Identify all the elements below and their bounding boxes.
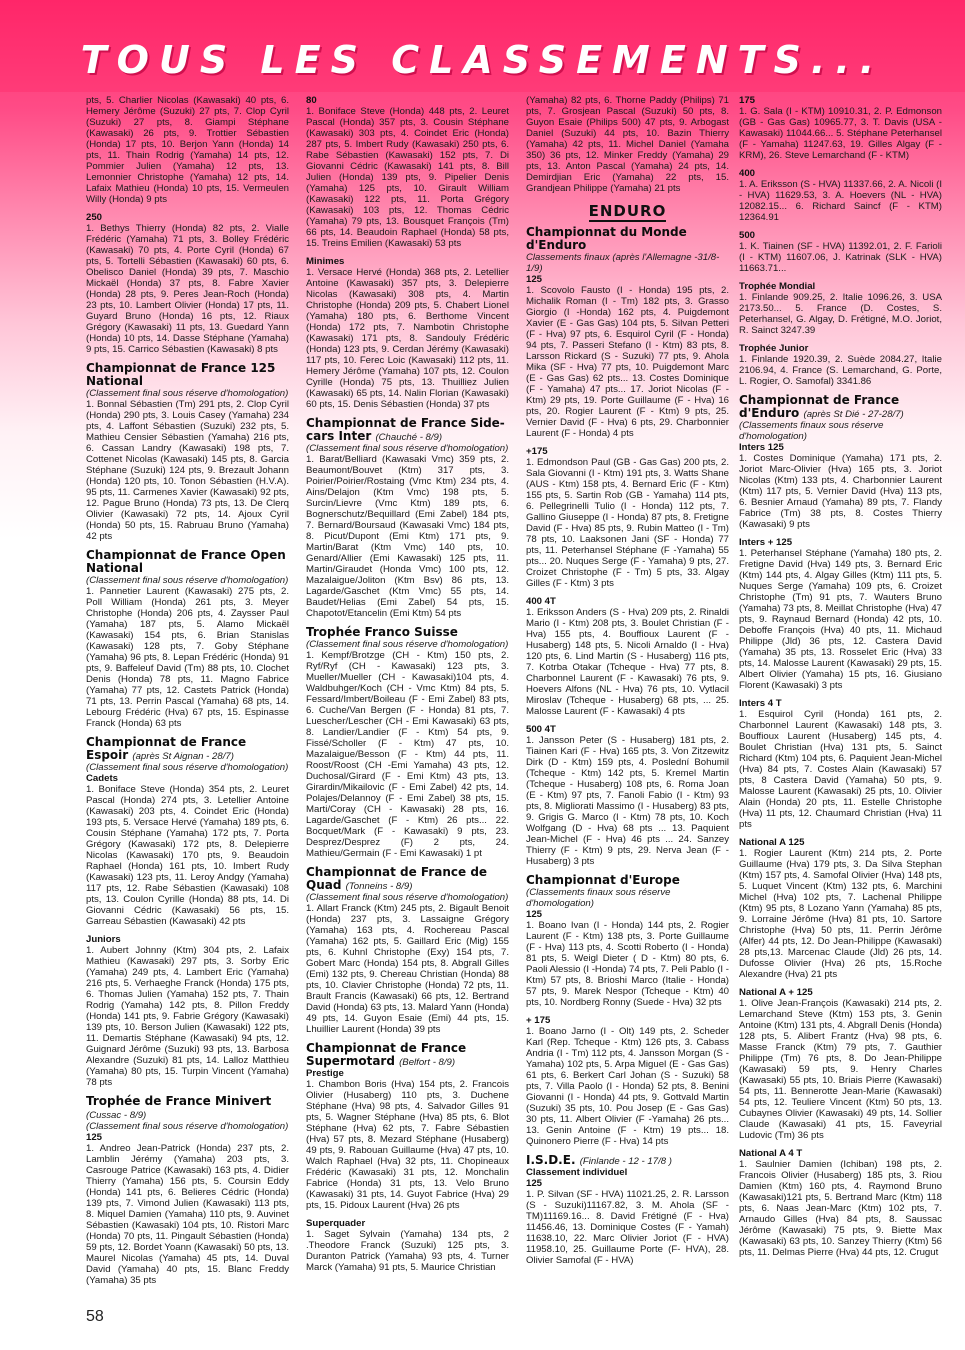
- category-label: Superquader: [306, 1218, 366, 1229]
- results-text: 1. Versace Hervé (Honda) 368 pts, 2. Letellier Antoine (Kawasaki) 357 pts, 3. Delepierre Nicolas (Kawasaki) 308 pts, 4. Martin Christophe (Honda) 209 pts, 5. Chabert Lionel (Yamaha) 180 pts, 6. Berthome Vincent (Honda) 172 pts, 7. Nambotin Christophe (Kawasaki) 171 pts, 8. Sandouly Frédéric (Honda) 123 pts, 9. Cerdan Jérémy (Kawasaki) 117 pts, 10. Ferec Loic (Kawasaki) 112 pts, 11. Hemery Jérôme (Yamaha) 107 pts, 12. Coulon Cyrille (Honda) 75 pts, 13. Thuilliez Julien (Kawasaki) 65 pts, 14. Nalin Florian (Kawasaki) 60 pts, 15. Denis Sébastien (Honda) 37 pts: [306, 267, 509, 410]
- column-1: [86, 95, 289, 1300]
- results-text: 1. Rogier Laurent (Ktm) 214 pts, 2. Porte Guillaume (Hva) 179 pts, 3. Da Silva Stephan (Ktm) 157 pts, 4. Samofal Olivier (Hva) 148 pts, 5. Luquet Vincent (Ktm) 132 pts, 6. Marchini Michel (Hva) 102 pts, 7. Lachenal Philippe (Ktm) 95 pts, 8 Lozano Yann (Yamaha) 85 pts, 9. Lorraine Jérôme (Hva) 81 pts, 10. Sartore Christophe (Hva) 50 pts, 11. Perrin Jérôme (Alfer) 44 pts, 12. Do Jean-Philippe (Kawasaki) 28 pts,13. Marcenac Claude (Jld) 26 pts, 14. Dufosse Olivier (Hva) 26 pts, 15.Roche Alexandre (Hva) 21 pts: [739, 848, 942, 980]
- category-label: Trophée Junior: [739, 343, 809, 354]
- results-text: 1. Allart Franck (Ktm) 245 pts, 2. Bigault Benoit (Honda) 237 pts, 3. Lassaigne Grégory (Yamaha) 163 pts, 4. Rochereau Pascal (Yamaha) 162 pts, 5. Gaillard Eric (Mig) 155 pts, 6. Kuhnl Christophe (Exy) 154 pts, 7. Gobert Marc (Honda) 154 pts, 8. Abgrall Gilles (Emi) 132 pts, 9. Chereau Christian (Honda) 88 pts, 10. Clavier Christophe (Honda) 72 pts, 11. Brault Francis (Kawasaki) 66 pts, 12. Bertrand David (Honda) 63 pts, 13. Malard Yann (Honda) 49 pts, 14. Guyon Esaie (Emi) 44 pts, 15. Lhuillier Laurent (Honda) 39 pts: [306, 903, 509, 1035]
- category-label: National A 4 T: [739, 1148, 803, 1159]
- results-text: 1. Costes Dominique (Yamaha) 171 pts, 2. Joriot Marc-Olivier (Hva) 165 pts, 3. Joriot Nicolas (Ktm) 133 pts, 4. Charbonnier Laurent (Ktm) 117 pts, 5. Vernier David (Hva) 113 pts, 6. Besnier Arnaud (Yamaha) 89 pts, 7. Flandy Fabrice (Tm) 38 pts, 8. Costes Thierry (Kawasaki) 9 pts: [739, 453, 942, 530]
- results-text: (Yamaha) 82 pts, 6. Thorne Paddy (Philips) 71 pts, 7. Grosjean Pascal (Suzuki) 50 pts, 8. Guyon Esaie (Philips 500) 47 pts, 9. Arbogast Daniel (Suzuki) 44 pts, 10. Bazin Thierry (Yamaha) 42 pts, 11. Michel Daniel (Yamaha 350) 36 pts, 12. Minker Freddy (Yamaha) 29 pts, 13. Anton Pascal (Yamaha) 24 pts, 14. Demirdjian Eric (Yamaha) 22 pts, 15. Grandjean Philippe (Yamaha) 21 pts: [526, 95, 729, 194]
- page-number: 58: [86, 1308, 104, 1325]
- results-text: 1. Saget Sylvain (Yamaha) 134 pts, 2 .Theodore Franck (Suzuki) 125 pts, 3. Duranton Patrick (Yamaha) 93 pts, 4. Turner Marck (Yamaha) 91 pts, 5. Maurice Christian: [306, 1229, 509, 1273]
- column-2: [306, 95, 509, 1300]
- section-location: (Cussac - 8/9): [86, 1110, 147, 1121]
- section-heading: Championnat de France de Quad (Tonneins - 8/9): [306, 865, 488, 892]
- results-text: 1. Barat/Belliard (Kawasaki Vmc) 359 pts, 2. Beaumont/Bouvet (Ktm) 317 pts, 3. Poirier/Poirier/Rostaing (Vmc Ktm) 234 pts, 4. Ains/Delajon (Ktm Vmc) 198 pts, 5. Surcin/Lievre (Vmc Ktm) 189 pts, 6. Bognerschutz/Bequillard (Emi Zabel) 184 pts, 7. Bernard/Boursaud (Kawasaki Vmc) 184 pts, 8. Picut/Dupont (Emi Ktm) 171 pts, 9. Martin/Barat (Ktm Vmc) 140 pts, 10. Genard/Allier (Emi Kawasaki) 125 pts, 11. Martin/Giraudet (Honda Vmc) 100 pts, 12. Mazalaigue/Joliton (Ktm Bsv) 86 pts, 13. Lagarde/Gaschet (Ktm Vmc) 55 pts, 14. Baudet/Helias (Emi Zabel) 54 pts, 15. Chapotot/Etancelin (Emi Ktm) 54 pts: [306, 454, 509, 619]
- section-subtitle: (Classement final sous réserve d'homologation): [306, 443, 509, 454]
- section-heading: Championnat de France Side-cars Inter (Chauché - 8/9): [306, 416, 505, 443]
- column-4: [739, 95, 942, 1300]
- section-subtitle: (Classement final sous réserve d'homologation): [306, 639, 509, 650]
- enduro-section-title: ENDURO: [588, 202, 667, 220]
- section-heading: Championnat de France Espoir (après St Aignan - 28/7): [86, 735, 247, 762]
- section-location: (après St Dié - 27-28/7): [803, 409, 904, 420]
- section-heading: Championnat du Monde d'Enduro: [526, 225, 687, 252]
- results-text: 1. P. Silvan (SF - HVA) 11021.25, 2. R. Larsson (S - Suzuki)11167.82, 3. M. Ahola (SF - TM)11169.16... 8. David Frétigné (F - Hva) 11456.46, 13. Dominique Costes (F - Yamah) 11638.10, 22. Marc Olivier Joriot (F - HVA) 11958.10, 25. Guillaume Porte (F- HVA), 28. Olivier Samofal (F - HVA): [526, 1189, 729, 1266]
- category-label: 400: [739, 168, 756, 179]
- category-label: 250: [86, 212, 103, 223]
- category-label: + 175: [526, 1015, 551, 1026]
- section-subtitle: (Classements finaux sous réserve d'homologation): [526, 887, 671, 909]
- section-subtitle: (Classement final sous réserve d'homologation): [86, 388, 289, 399]
- section-heading: Trophée de France Minivert (Cussac - 8/9): [86, 1094, 272, 1121]
- section-heading: Trophée Franco Suisse: [306, 625, 458, 639]
- results-text: 1. Bonnal Sébastien (Tm) 291 pts, 2. Clop Cyril (Honda) 290 pts, 3. Louis Casey (Yamaha) 234 pts, 4. Laffont Sébastien (Suzuki) 232 pts, 5. Mathieu Censier Sébastien (Yamaha) 216 pts, 6. Cassan Landry (Kawasaki) 198 pts, 7. Cottenet Nicolas (Kawasaki) 145 pts, 8. Garcia Stéphane (Suzuki) 124 pts, 9. Brezault Johann (Honda) 120 pts, 10. Tonon Sébastien (H.V.A). 95 pts, 11. Carmenes Xavier (Kawasaki) 92 pts, 12. Pague Bruno (Honda) 73 pts, 13. De Clerq Olivier (Kawasaki) 72 pts, 14. Ajoux Cyril (Honda) 50 pts, 15. Rabruau Bruno (Yamaha) 42 pts: [86, 399, 289, 542]
- section-heading: Championnat de France Open National: [86, 548, 286, 575]
- results-text: 1. Chambon Boris (Hva) 154 pts, 2. Francois Olivier (Husaberg) 110 pts, 3. Duchene Stéphane (Hva) 98 pts, 4. Salvador Gilles 91 pts, 5. Wagner Stéphane (Hva) 85 pts, 6. Blot Stéphane (Hva) 62 pts, 7. Fabre Sébastien (Hva) 57 pts, 8. Mezard Stéphane (Husaberg) 49 pts, 9. Rabouan Guillaume (Hva) 47 pts, 10. Walch Raphael (Hva) 32 pts, 11. Chopineaux Frédéric (Kawasaki) 31 pts, 12. Monchalin Fabrice (Honda) 31 pts, 13. Velo Bruno (Kawasaki) 31 pts, 14. Guyot Fabrice (Hva) 29 pts, 15. Pidoux Laurent (Hva) 26 pts: [306, 1079, 509, 1211]
- category-label: National A + 125: [739, 987, 813, 998]
- results-text: 1. Boano Jarno (I - Olt) 149 pts, 2. Scheder Karl (Rep. Tcheque - Ktm) 126 pts, 3. Cabass Andria (I - Tm) 112 pts, 4. Jansson Morgan (S - Yamaha) 102 pts, 5. Arpa Miguel (E - Gas Gas) 61 pts, 6. Berkert Carl Johan (S - Suzuki) 58 pts, 7. Villa Paolo (I - Honda) 52 pts, 8. Benini Giovanni (I - Honda) 44 pts, 9. Gottvald Martin (Suzuki) 35 pts, 10. Pou Josep (E - Gas Gas) 30 pts, 11. Albert Olivier (F -Yamaha) 26 pts... 13. Genin Antoine (F - Ktm) 19 pts... 18. Quinonero Pierre (F - Hva) 14 pts: [526, 1026, 729, 1147]
- section-location: (Finlande - 12 - 17/8 ): [579, 1156, 672, 1167]
- section-location: (Belfort - 8/9): [399, 1057, 456, 1068]
- results-text: 1. Esquirol Cyril (Honda) 161 pts, 2. Charbonnel Laurent (Kawasaki) 148 pts, 3. Bouffioux Laurent (Husaberg) 145 pts, 4. Boulet Christian (Hva) 131 pts, 5. Sainct Richard (Ktm) 104 pts, 6. Paquient Jean-Michel (Hva) 84 pts, 7. Costes Alain (Kawasaki) 57 pts, 8 Castera David (Yamaha) 50 pts, 9. Malosse Laurent (Kawasaki) 25 pts, 10. Olivier Alain (Honda) 20 pts, 11. Estelle Christophe (Hva) 11 pts, 12. Chaumard Christian (Hva) 11 pts: [739, 709, 942, 830]
- category-label: Juniors: [86, 934, 121, 945]
- category-label: 400 4T: [526, 596, 556, 607]
- section-subtitle: (Classement final sous réserve d'homologation): [86, 762, 289, 773]
- page-title: TOUS LES CLASSEMENTS...: [80, 38, 885, 82]
- category-label: 500 4T: [526, 724, 556, 735]
- results-text: 1. Peterhansel Stéphane (Yamaha) 180 pts, 2. Fretigne David (Hva) 149 pts, 3. Bernard Eric (Ktm) 144 pts, 4. Algay Gilles (Ktm) 111 pts, 5. Nuques Serge (Yamaha) 109 pts, 6. Croizet Christophe (Tm) 91 pts, 7. Wauters Bruno (Yamaha) 73 pts, 8. Meillat Christophe (Hva) 47 pts, 9. Raynaud Bernard (Honda) 42 pts, 10. Deboffe François (Hva) 40 pts, 11. Michaud Philippe (Jld) 36 pts, 12. Castera David (Yamaha) 35 pts, 13. Rosselet Eric (Hva) 33 pts, 14. Malosse Laurent (Kawasaki) 29 pts, 15. Albert Olivier (Yamaha) 15 pts, 16. Giusiano Florent (Kawasaki) 3 pts: [739, 548, 942, 691]
- category-label: 125: [526, 274, 543, 285]
- category-label: Minimes: [306, 256, 345, 267]
- results-text: 1. Finlande 909.25, 2. Italie 1096.26, 3. USA 2173.50... 5. France (D. Costes, S. Peterhansel, G. Algay, D. Frétigné, M.O. Joriot, R. Sainct 3247.39: [739, 292, 942, 336]
- results-text: 1. Saulnier Damien (Ichiban) 198 pts, 2. Francois Olivier (Husaberg) 185 pts, 3. Riou Damien (Ktm) 160 pts, 4. Raymond Bruno (Kawasaki)121 pts, 5. Bertrand Marc (Ktm) 118 pts, 6. Naas Jean-Marc (Ktm) 102 pts, 7. Arnaudo Gilles (Hva) 84 pts, 8. Saussac Jérôme (Kawasaki) 75 pts, 9. Biette Max (Kawasaki) 63 pts, 10. Sanzey Thierry (Ktm) 56 pts, 11. Delmas Pierre (Hva) 44 pts, 12. Crugut: [739, 1159, 942, 1258]
- section-subtitle: (Classements finaux sous réserve d'homologation): [739, 420, 884, 442]
- section-subtitle: Classements finaux (après l'Allemagne -31/8-1/9): [526, 252, 720, 274]
- results-text: 1. Andreo Jean-Patrick (Honda) 237 pts, 2. Lamblin Jérémy (Yamaha) 203 pts, 3. Casrouge Patrice (Kawasaki) 163 pts, 4. Didier Thierry (Yamaha) 156 pts, 5. Coursin Eddy (Honda) 141 pts, 6. Belieres Cédric (Honda) 139 pts, 7. Vimond Julien (Kawasaki) 113 pts, 8. Miquel Damien (Yamaha) 110 pts, 9. Auvinet Sébastien (Kawasaki) 104 pts, 10. Ristori Marc (Honda) 70 pts, 11. Pingault Sébastien (Honda) 59 pts, 12. Bordet Yoann (Kawasaki) 50 pts, 13. Maurel Nicolas (Yamaha) 45 pts, 14. Duval David (Yamaha) 40 pts, 15. Blanc Freddy (Yamaha) 35 pts: [86, 1143, 289, 1286]
- category-label: Cadets: [86, 773, 118, 784]
- category-label: 125: [526, 909, 543, 920]
- section-location: (Tonneins - 8/9): [345, 881, 413, 892]
- results-text: 1. A. Eriksson (S - HVA) 11337.66, 2. A. Nicoli (I - HVA) 11629.53, 3. A. Hoevers (NL - HVA) 12082.15... 6. Richard Saincf (F - KTM) 12364.91: [739, 179, 942, 223]
- results-text: 1. Jansson Peter (S - Husaberg) 181 pts, 2. Tiainen Kari (F - Hva) 165 pts, 3. Von Zitzewitz Dirk (D - Ktm) 159 pts, 4. Poslední Bohumil (Tcheque - Ktm) 142 pts, 5. Kremel Martin (Tcheque - Husaberg) 108 pts, 6. Roma Joan (E - Ktm) 97 pts, 7. Fanoli Fabio (I - Ktm) 93 pts, 8. Migliorati Massimo (I - Husaberg) 83 pts, 9. Grigis G. Marco (I - Ktm) 78 pts, 10. Koch Wolfgang (D - Hva) 68 pts ... 13. Paquient Jean-Michel (F - Hva) 46 pts ... 24. Sanzey Thierry (F - Ktm) 9 pts, 29. Nerva Jean (F - Husaberg) 3 pts: [526, 735, 729, 867]
- category-label: Classement individuel: [526, 1167, 628, 1178]
- results-text: pts, 5. Charlier Nicolas (Kawasaki) 40 pts, 6. Hemery Jérôme (Suzuki) 27 pts, 7. Clop Cyril (Suzuki) 27 pts, 8. Giampi Stéphane (Kawasaki) 26 pts, 9. Trottier Sébastien (Honda) 17 pts, 10. Berjon Yann (Honda) 14 pts, 11. Thain Rodrig (Yamaha) 14 pts, 12. Pommier Julien (Yamaha) 12 pts, 13. Lemonnier Christophe (Yamaha) 12 pts, 14. Lafaix Mathieu (Honda) 10 pts, 15. Vermeulen Willy (Honda) 9 pts: [86, 95, 289, 205]
- category-label: Inters + 125: [739, 537, 793, 548]
- category-label: Inters 4 T: [739, 698, 782, 709]
- results-text: 1. G. Sala (I - KTM) 10910.31, 2. P. Edmonson (GB - Gas Gas) 10965.77, 3. T. Davis (USA - Kawasaki) 11044.66... 5. Stéphane Peterhansel (F - Yamaha) 11247.63, 19. Gilles Algay (F - KRM), 26. Steve Lemarchand (F - KTM): [739, 106, 942, 161]
- results-text: 1. Aubert Johnny (Ktm) 304 pts, 2. Lafaix Mathieu (Kawasaki) 297 pts, 3. Sorby Eric (Yamaha) 249 pts, 4. Lambert Eric (Yamaha) 216 pts, 5. Verhaeghe Franck (Honda) 175 pts, 6. Thomas Julien (Yamaha) 152 pts, 7. Thain Rodrig (Yamaha) 142 pts, 8. Pillon Freddy (Honda) 141 pts, 9. Fabrie Grégory (Kawasaki) 139 pts, 10. Berson Julien (Kawasaki) 122 pts, 11. Demartis Stéphane (Kawasaki) 94 pts, 12. Guignard Jérôme (Suzuki) 93 pts, 13. Barbosa Alexandre (Suzuki) 81 pts, 14. Lalloz Matthieu (Yamaha) 80 pts, 15. Turpin Vincent (Yamaha) 78 pts: [86, 945, 289, 1088]
- category-label: Trophée Mondial: [739, 281, 816, 292]
- section-heading: Championnat de France Supermotard (Belfort - 8/9): [306, 1041, 467, 1068]
- section-location: (après St Aignan - 28/7): [132, 751, 234, 762]
- category-label: 175: [739, 95, 756, 106]
- section-subtitle: (Classement final sous réserve d'homologation): [86, 575, 289, 586]
- category-label: National A 125: [739, 837, 805, 848]
- results-text: 1. Scovolo Fausto (I - Honda) 195 pts, 2. Michalik Roman (I - Tm) 182 pts, 3. Grasso Giorgio (I -Honda) 162 pts, 4. Puigdemont Xavier (E - Gas Gas) 104 pts, 5. Silvan Petteri (F - Hva) 97 pts, 6. Esquirol Cyril (F - Honda) 94 pts, 7. Passeri Stefano (I - Ktm) 83 pts, 8. Larsson Rickard (S - Suzuki) 77 pts, 9. Ahola Mika (SF - Hva) 77 pts, 10. Puigdemont Marc (E - Gas Gas) 62 pts... 13. Costes Dominique (F - Yamaha) 47 pts... 17. Joriot Nicolas (F - Ktm) 29 pts, 19. Porte Guillaume (F - Hva) 16 pts, 20. Rogier Laurent (F - Ktm) 9 pts, 25. Vernier David (F - Hva) 6 pts, 29. Charbonnier Laurent (F - Honda) 4 pts: [526, 285, 729, 439]
- results-text: 1. Kempf/Brotzge (CH - Ktm) 150 pts, 2. Ryf/Ryf (CH - Kawasaki) 123 pts, 3. Mueller/Mueller (CH - Kawasaki)104 pts, 4. Waldbuhger/Koch (CH - Vmc Ktm) 84 pts, 5. Fessard/Imbert/Boileau (F - Emi Zabel) 83 pts, 6. Cuche/Van Bergen (F - Honda) 81 pts, 7. Luescher/Lescher (CH - Emi Kawasaki) 63 pts, 8. Landier/Landier (F - Ktm) 54 pts, 9. Fissé/Scholler (F - Ktm) 47 pts, 10. Mazalaigue/Besson (F - Ktm) 44 pts, 11. Roost/Roost (CH -Emi Yamaha) 43 pts, 12. Duchosal/Girard (F - Emi Ktm) 43 pts, 13. Girardin/Mikailovic (F - Emi Zabel) 42 pts, 14. Polajes/Delannoy (F - Emi Zabel) 38 pts, 15. Marti/Coray (CH - Kawasaki) 28 pts, 16. Lagarde/Gaschet (F - Ktm) 26 pts... 22. Bocquet/Mark (F - Kawasaki) 9 pts, 23. Desprez/Desprez (F) 2 pts, 24. Mathieu/Germain (F - Emi Kawasaki) 1 pt: [306, 650, 509, 859]
- results-text: 1. Edmondson Paul (GB - Gas Gas) 200 pts, 2. Sala Giovanni (I - Ktm) 191 pts, 3. Watts Shane (AUS - Ktm) 158 pts, 4. Bernard Eric (F - Ktm) 155 pts, 5. Sartin Rob (GB - Yamaha) 114 pts, 6. Pellegrinelli Tulio (I - Honda) 112 pts, 7. Gallino Giuseppe (I - Honda) 87 pts, 8. Fretigne David (F - Hva) 85 pts, 9. Rubin Matteo (I - Tm) 78 pts, 10. Laaksonen Jani (SF - Honda) 77 pts, 11. Peterhansel Stéphane (F -Yamaha) 55 pts... 20. Nuques Serge (F - Yamaha) 9 pts, 27. Croizet Christophe (F - Tm) 5 pts, 33. Algay Gilles (F - Ktm) 3 pts: [526, 457, 729, 589]
- section-heading: I.S.D.E. (Finlande - 12 - 17/8 ): [526, 1153, 672, 1167]
- category-label: 80: [306, 95, 317, 106]
- results-text: 1. Eriksson Anders (S - Hva) 209 pts, 2. Rinaldi Mario (I - Ktm) 208 pts, 3. Boulet Christian (F - Hva) 155 pts, 4. Bouffioux Laurent (F - Husaberg) 148 pts, 5. Nicoli Arnaldo (I - Hva) 120 pts, 6. Lind Martin (S - Husaberg) 116 pts, 7. Kotrba Otakar (Tcheque - Hva) 77 pts, 8. Charbonnel Laurent (F - Kawasaki) 76 pts, 9. Hoevers Alfons (NL - Hva) 76 pts, 10. Vytlacil Miroslav (Tcheque - Husaberg) 68 pts, ... 25. Malosse Laurent (F - Kawasaki) 4 pts: [526, 607, 729, 717]
- section-subtitle: (Classement final sous réserve d'homologation): [306, 892, 509, 903]
- section-subtitle: (Classement final sous réserve d'homologation): [86, 1121, 289, 1132]
- results-text: 1. Boniface Steve (Honda) 448 pts, 2. Leuret Pascal (Honda) 357 pts, 3. Cousin Stéphane (Kawasaki) 303 pts, 4. Coindet Eric (Honda) 287 pts, 5. Imbert Rudy (Kawasaki) 250 pts, 6. Rabe Sébastien (Kawasaki) 152 pts, 7. Di Giovanni Cédric (Kawasaki) 141 pts, 8. Bill Julien (Honda) 139 pts, 9. Pipelier Denis (Yamaha) 125 pts, 10. Girault William (Kawasaki) 122 pts, 11. Porta Grégory (Kawasaki) 103 pts, 12. Thomas Cédric (Yamaha) 79 pts, 13. Bousquet François (Tm) 66 pts, 14. Beaudoin Raphael (Honda) 58 pts, 15. Treins Emilien (Kawasaki) 53 pts: [306, 106, 509, 249]
- results-text: 1. Olive Jean-François (Kawasaki) 214 pts, 2. Lemarchand Steve (Ktm) 153 pts, 3. Genin Antoine (Ktm) 131 pts, 4. Abgrall Denis (Honda) 128 pts, 5. Alibert Frantz (Hva) 98 pts, 6. Masse Franck (Ktm) 79 pts, 7. Gauthier Philippe (Tm) 76 pts, 8. Do Jean-Philippe (Kawasaki) 59 pts, 9. Henry Charles (Kawasaki) 55 pts, 10. Briais Pierre (Kawasaki) 54 pts, 11. Bennerotte Jean-Marie (Kawasaki) 54 pts, 12. Teuliere Vincent (Ktm) 50 pts, 13. Cubaynes Olivier (Kawasaki) 49 pts, 14. Sollier Claude (Kawasaki) 41 pts, 15. Faveyrial Ludovic (Tm) 36 pts: [739, 998, 942, 1141]
- category-label: Prestige: [306, 1068, 344, 1079]
- section-heading: Championnat d'Europe: [526, 873, 680, 887]
- column-3: [526, 95, 729, 1300]
- section-location: (Chauché - 8/9): [375, 432, 443, 443]
- category-label: 125: [86, 1132, 103, 1143]
- results-text: 1. Bethys Thierry (Honda) 82 pts, 2. Vialle Frédéric (Yamaha) 71 pts, 3. Bolley Frédéric (Kawasaki) 70 pts, 4. Porte Cyril (Honda) 67 pts, 5. Tortelli Sébastien (Kawasaki) 60 pts, 6. Obelisco Daniel (Honda) 39 pts, 7. Maschio Mickaël (Honda) 37 pts, 8. Fabre Xavier (Honda) 28 pts, 9. Peres Jean-Roch (Honda) 23 pts, 10. Lambert Olivier (Honda) 17 pts, 11. Guyard Bruno (Honda) 16 pts, 12. Riaux Grégory (Kawasaki) 11 pts, 13. Guedard Yann (Honda) 10 pts, 14. Dasse Stéphane (Yamaha) 9 pts, 15. Carrico Sébastien (Kawasaki) 8 pts: [86, 223, 289, 355]
- section-heading: Championnat de France d'Enduro (après St Dié - 27-28/7): [739, 393, 904, 420]
- category-label: 500: [739, 230, 756, 241]
- header-banner: [0, 0, 965, 92]
- results-text: 1. Boniface Steve (Honda) 354 pts, 2. Leuret Pascal (Honda) 274 pts, 3. Letellier Antoine (Kawasaki) 203 pts, 4. Coindet Eric (Honda) 193 pts, 5. Versace Hervé (Yamaha) 189 pts, 6. Cousin Stéphane (Yamaha) 172 pts, 7. Porta Grégory (Kawasaki) 172 pts, 8. Delepierre Nicolas (Kawasaki) 170 pts, 9. Beaudoin Raphael (Honda) 161 pts, 10. Imbert Rudy (Kawasaki) 123 pts, 11. Leroy Andgy (Yamaha) 117 pts, 12. Rabe Sébastien (Kawasaki) 108 pts, 13. Coulon Cyrille (Honda) 88 pts, 14. Di Giovanni Cédric (Kawasaki) 56 pts, 15. Garreau Sébastien (Kawasaki) 42 pts: [86, 784, 289, 927]
- results-text: 1. Boano Ivan (I - Honda) 144 pts, 2. Rogier Laurent (F - Ktm) 138 pts, 3. Porte Guillaume (F - Hva) 113 pts, 4. Scotti Roberto (I - Honda) 81 pts, 5. Weigl Dieter ( D - Ktm) 80 pts, 6. Paoli Alessio (I -Honda) 74 pts, 7. Peli Pablo (I - Ktm) 57 pts, 8. Brioshi Marco (Italie - Honda) 57 pts, 9. Marek Nespor (Tcheque - Ktm) 40 pts, 10. Nordberg Ronny (Suede - Hva) 32 pts: [526, 920, 729, 1008]
- results-text: 1. K. Tiainen (SF - HVA) 11392.01, 2. F. Farioli (I - KTM) 11607.06, J. Katrinak (SLK - HVA) 11663.71...: [739, 241, 942, 274]
- category-label: Inters 125: [739, 442, 784, 453]
- category-label: +175: [526, 446, 548, 457]
- category-label: 125: [526, 1178, 543, 1189]
- section-heading: Championnat de France 125 National: [86, 361, 276, 388]
- results-text: 1. Pannetier Laurent (Kawasaki) 275 pts, 2. Poll William (Honda) 261 pts, 3. Meyer Christophe (Honda) 206 pts, 4. Zaysser Paul (Yamaha) 187 pts, 5. Alamo Mickaël (Kawasaki) 154 pts, 6. Brian Stanislas (Kawasaki) 128 pts, 7. Goby Stéphane (Yamaha) 96 pts, 8. Lepan Frédéric (Honda) 91 pts, 9. Baffeleuf David (Tm) 88 pts, 10. Clochet Denis (Honda) 78 pts, 11. Magno Fabrice (Yamaha) 77 pts, 12. Castets Patrick (Honda) 71 pts, 13. Perrin Pascal (Yamaha) 68 pts, 14. Lebourg Frédéric (Hva) 67 pts, 15. Espinasse Franck (Honda) 63 pts: [86, 586, 289, 729]
- article-columns: [86, 95, 952, 1300]
- results-text: 1. Finlande 1920.39, 2. Suède 2084.27, Italie 2106.94, 4. France (S. Lemarchand, G. Porte, L. Rogier, O. Samofal) 3341.86: [739, 354, 942, 387]
